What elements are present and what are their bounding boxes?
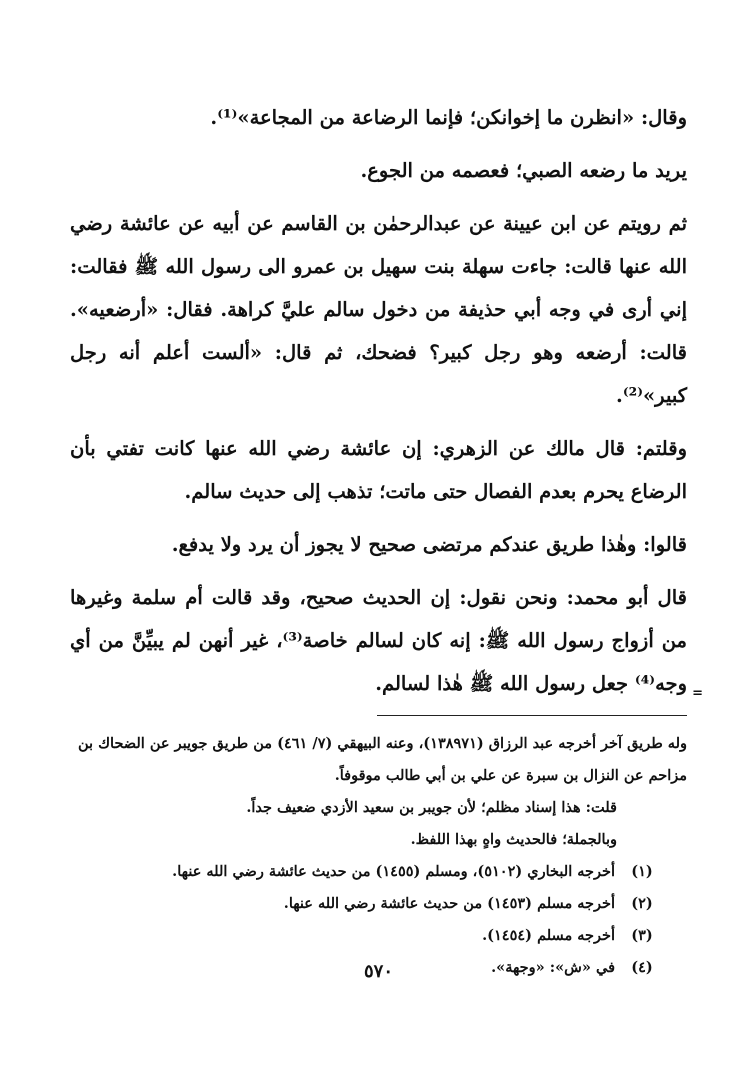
paragraph: قالوا: وهٰذا طريق عندكم مرتضى صحيح لا يجوز أن يرد ولا يدفع.	[171, 533, 687, 556]
footnote-number: (٣)	[631, 927, 653, 944]
footnote-comment: قلت: هذا إسناد مظلم؛ لأن جويبر بن سعيد الأزدي ضعيف جداً.	[246, 799, 617, 816]
paragraph: وقلتم: قال مالك عن الزهري: إن عائشة رضي الله عنها كانت تفتي بأن الرضاع يحرم بعدم الفصال حتى ماتت؛ تذهب إلى حديث سالم.	[70, 437, 687, 503]
paragraph: يريد ما رضعه الصبي؛ فعصمه من الجوع.	[360, 159, 687, 182]
footnote-separator	[377, 715, 687, 716]
footnote-text: في «ش»: «وجهة».	[491, 959, 615, 976]
footnote-text: أخرجه مسلم (١٤٥٣) من حديث عائشة رضي الله عنها.	[283, 895, 615, 912]
footnote-number: (١)	[631, 863, 653, 880]
continuation-mark: =	[692, 686, 703, 701]
footnote-item	[70, 888, 687, 920]
paragraph: قال أبو محمد: ونحن نقول: إن الحديث صحيح، وقد قالت أم سلمة وغيرها من أزواج رسول الله ﷺ: إنه كان لسالم خاصة⁽³⁾، غير أنهن لم يبيِّنَّ من أي وجه⁽⁴⁾ جعل رسول الله ﷺ هٰذا لسالم.	[70, 586, 687, 695]
footnote-item	[70, 920, 687, 952]
paragraph: ثم رويتم عن ابن عيينة عن عبدالرحمٰن بن القاسم عن أبيه عن عائشة رضي الله عنها قالت: جاءت سهلة بنت سهيل بن عمرو الى رسول الله ﷺ فقالت: إني أرى في وجه أبي حذيفة من دخول سالم عليَّ كراهة. فقال: «أرضعيه». قالت: أرضعه وهو رجل كبير؟ فضحك، ثم قال: «ألست أعلم أنه رجل كبير»⁽²⁾.	[70, 212, 687, 407]
footnote-number: (٢)	[631, 895, 653, 912]
paragraph: وقال: «انظرن ما إخوانكن؛ فإنما الرضاعة من المجاعة»⁽¹⁾.	[210, 106, 687, 129]
footnote-item	[70, 856, 687, 888]
footnote-text: أخرجه مسلم (١٤٥٤).	[482, 927, 615, 944]
footnote-summary: وبالجملة؛ فالحديث واهٍ بهذا اللفظ.	[410, 831, 617, 848]
footnote-number: (٤)	[631, 959, 653, 976]
footnote-continuation: وله طريق آخر أخرجه عبد الرزاق (١٣٨٩٧١)، وعنه البيهقي (٧/ ٤٦١) من طريق جويبر عن الضحاك بن مزاحم عن النزال بن سبرة عن علي بن أبي طالب موقوفاً.	[77, 735, 687, 784]
page-number: ٥٧٠	[363, 961, 393, 982]
page-body	[70, 96, 703, 1080]
footnote-text: أخرجه البخاري (٥١٠٢)، ومسلم (١٤٥٥) من حديث عائشة رضي الله عنها.	[172, 863, 615, 880]
